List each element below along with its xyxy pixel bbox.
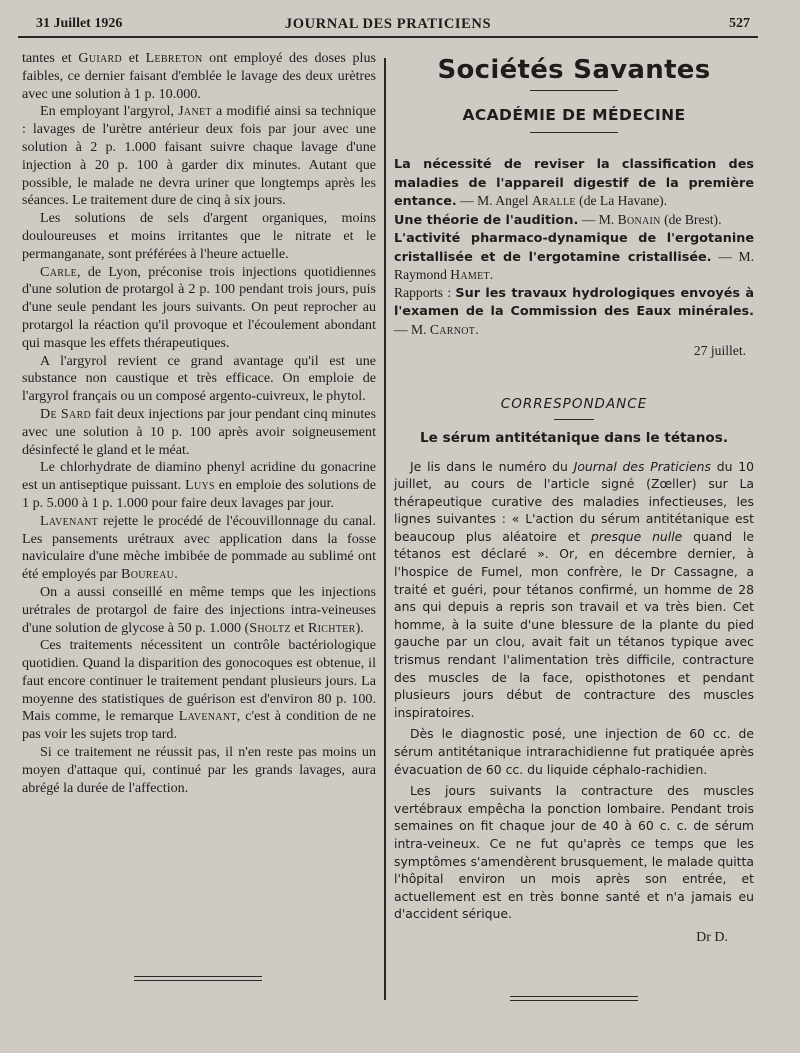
article-title: Le sérum antitétanique dans le tétanos. [420, 430, 728, 446]
header-date: 31 Juillet 1926 [36, 16, 123, 31]
correspondance-heading: CORRESPONDANCE [500, 395, 648, 412]
heading-rule [554, 419, 594, 420]
author-name: Sholtz [249, 619, 291, 636]
author-name: Aralle [531, 193, 576, 208]
communication-item: L'activité pharmaco-dynamique de l'ergotanine cristallisée et de l'ergotamine cristallisée. — M. Raymond Hamet. [394, 231, 754, 282]
paragraph: Si ce traitement ne réussit pas, il n'en reste pas moins un moyen d'attaque qui, continué par les grands lavages, aura abrégé la durée de l'affection. [22, 744, 376, 796]
paragraph: Les solutions de sels d'argent organiques, moins douloureuses et moins irritantes que le nitrate et le permanganate, sont préférées à l'heure actuelle. [22, 210, 376, 262]
signature: Dr D. [696, 929, 728, 945]
article-body [394, 458, 754, 923]
column-divider [384, 58, 386, 1000]
author-name: Luys [185, 477, 215, 494]
paragraph: A l'argyrol revient ce grand avantage qu'il est une substance non caustique et très efficace. On emploie de l'argyrol français ou un composé argento-cuivreux, le phytol. [22, 352, 376, 405]
page-header [18, 14, 758, 38]
communication-item: Rapports : Sur les travaux hydrologiques envoyés à l'examen de la Commission des Eaux minérales. — M. Carnot. [394, 284, 754, 337]
end-rule [510, 1000, 638, 1001]
session-date: 27 juillet. [693, 343, 746, 358]
paragraph: On a aussi conseillé en même temps que les injections urétrales de protargol de faire des injections intra-veineuses d'une solution de glycose à 50 p. 1.000 (Sholtz et Richter). [22, 583, 376, 636]
journal-title: JOURNAL DES PRATICIENS [284, 16, 492, 32]
left-column [22, 50, 376, 797]
author-name: Bonain [617, 211, 661, 227]
heading-rule [530, 132, 618, 133]
author-name: Lavenant [40, 512, 99, 529]
communication-item: Une théorie de l'audition. — M. Bonain (de Brest). [394, 211, 722, 228]
communication-item: La nécessité de reviser la classification des maladies de l'appareil digestif de la première entance. — M. Angel Aralle (de La Havane). [394, 157, 754, 209]
paragraph: Le chlorhydrate de diamino phenyl acridine du gonacrine est un antiseptique puissant. Luys en emploie des solutions de 1 p. 5.000 à 1 p. 1.000 pour faire deux lavages par jour. [22, 459, 377, 511]
author-name: Carle [40, 263, 78, 280]
paragraph: Lavenant rejette le procédé de l'écouvillonnage du canal. Les pansements urétraux avec application dans la fosse naviculaire d'une mèche imbibée de pommade au sublimé ont été employés par Boureau. [22, 512, 376, 583]
author-name: Boureau [121, 566, 175, 583]
author-name: Janet [178, 103, 212, 120]
section-title: Sociétés Savantes [437, 55, 711, 85]
paragraph: Carle, de Lyon, préconise trois injections quotidiennes d'une solution de protargol à 2 p. 100 pendant trois jours, puis d'une seule pendant les jours suivants. On peut reprocher au protargol la réaction qu'il provoque et l'écoulement abondant qui masque les effets thérapeutiques. [22, 263, 376, 351]
author-name: Lavenant [178, 708, 237, 725]
title-rule [530, 90, 618, 91]
author-name: Carnot [429, 321, 476, 337]
paragraph: Ces traitements nécessitent un contrôle bactériologique quotidien. Quand la disparition des gonocoques est obtenue, il faut encore continuer le traitement pendant plusieurs jours. La moyenne des statistiques de guérison est d'environ 80 p. 100. Mais comme, le remarque Lavenant, c'est à condition de ne pas voir les sujets trop tard. [22, 637, 376, 743]
author-name: Lebreton [145, 50, 203, 66]
author-name: De Sard [40, 405, 92, 422]
academy-heading: ACADÉMIE DE MÉDECINE [462, 105, 686, 124]
author-name: Hamet [450, 267, 490, 282]
end-rule [510, 996, 638, 997]
paragraph: Je lis dans le numéro du Journal des Praticiens du 10 juillet, au cours de l'article signé (Zœller) sur La thérapeutique curative des maladies infectieuses, les lignes suivantes : « L'action du sérum antitétanique est beaucoup plus aléatoire et presque nulle quand le tétanos est déclaré ». Or, en décembre dernier, à l'hospice de Fumel, mon confrère, le Dr Cassagne, a traité et guéri, pour tétanos confirmé, un homme de 28 ans qui depuis a repris son travail et va très bien. Cet homme, à la suite d'une blessure de la plante du pied gauche par un clou, avait fait un tétanos typique avec trismus rendant l'alimentation très difficile, contracture des muscles de la face, opisthotones et pendant plusieurs jours début de contracture des muscles inspiratoires. [394, 458, 754, 720]
author-name: Guiard [78, 50, 123, 66]
paragraph: En employant l'argyrol, Janet a modifié ainsi sa technique : lavages de l'urètre antérieur deux fois par jour avec une solution à 2 p. 1.000 faisant suivre chaque lavage d'une injection à 20 p. 100 à garder dix minutes. Autant que possible, le malade ne devra uriner que longtemps après les séances. Le traitement dure de cinq à six jours. [22, 103, 376, 209]
paragraph: tantes et Guiard et Lebreton ont employé des doses plus faibles, ce dernier faisant d'emblée le lavage des deux urètres avec une solution à 1 p. 10.000. [22, 50, 376, 102]
end-rule [134, 980, 262, 981]
author-name: Richter [307, 619, 356, 636]
paragraph: Les jours suivants la contracture des muscles vertébraux empêcha la ponction lombaire. Pendant trois semaines on fit chaque jour de 40 à 60 c. c. de sérum intra-veineux. Ce ne fut qu'après ce temps que les symptômes s'amendèrent brusquement, le malade quitta l'hôpital environ un mois après son entrée, et actuellement est en très bonne santé et n'a jamais eu d'accident sérique. [394, 783, 754, 922]
paragraph: De Sard fait deux injections par jour pendant cinq minutes avec une solution à 10 p. 100 après avoir soigneusement désinfecté le gland et le méat. [22, 405, 376, 458]
right-column [394, 50, 754, 946]
paragraph: Dès le diagnostic posé, une injection de 60 cc. de sérum antitétanique intrarachidienne fut pratiquée après évacuation de 60 cc. du liquide céphalo-rachidien. [394, 726, 754, 777]
end-rule [134, 976, 262, 977]
page-number: 527 [729, 16, 750, 31]
